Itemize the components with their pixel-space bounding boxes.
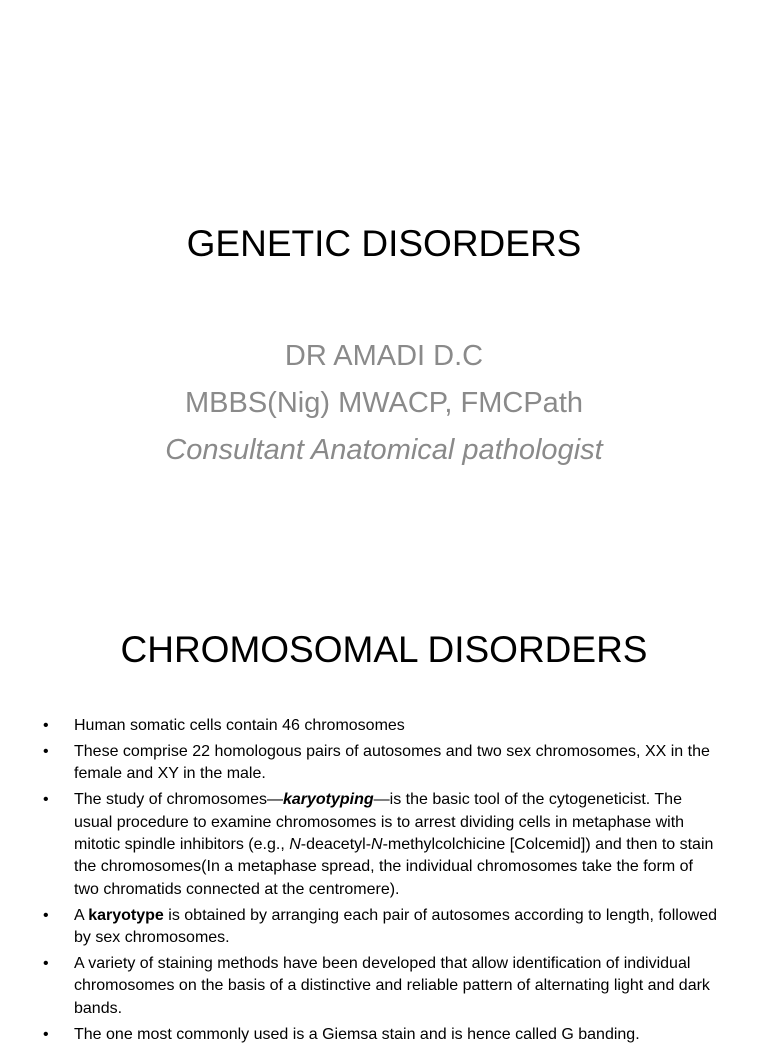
bullet-item: [0, 715, 768, 737]
strong-term: karyotype: [88, 906, 164, 924]
bullet-text: These comprise 22 homologous pairs of autosomes and two sex chromosomes, XX in the female and XY in the male.: [74, 742, 710, 783]
bullet-item: [0, 905, 768, 950]
bullet-list: [0, 715, 768, 1050]
bullet-icon: •: [43, 955, 49, 973]
bullet-item: [0, 741, 768, 786]
emphasis-term: karyotyping: [282, 791, 374, 809]
author-role: Consultant Anatomical pathologist: [165, 434, 603, 466]
content-slide: [0, 576, 768, 1043]
bullet-icon: •: [43, 742, 49, 760]
bullet-text: A variety of staining methods have been developed that allow identification of individual chromosomes on the basis of a distinctive and reliable pattern of alternating light and dark bands.: [74, 955, 710, 1017]
bullet-text: Human somatic cells contain 46 chromosomes: [74, 717, 405, 734]
bullet-icon: •: [43, 717, 49, 734]
bullet-item: [0, 953, 768, 1020]
slide-subtitle: [0, 333, 768, 474]
bullet-text: The one most commonly used is a Giemsa stain and is hence called G banding.: [74, 1025, 640, 1043]
author-credentials: MBBS(Nig) MWACP, FMCPath: [185, 387, 583, 419]
bullet-icon: •: [43, 906, 49, 924]
slide-title: GENETIC DISORDERS: [186, 223, 582, 264]
bullet-icon: •: [43, 791, 49, 809]
author-name: DR AMADI D.C: [284, 340, 484, 372]
slide-title: CHROMOSOMAL DISORDERS: [120, 629, 648, 670]
bullet-text: The study of chromosomes—karyotyping—is the basic tool of the cytogeneticist. The usual procedure to examine chromosomes is to arrest dividing cells in metaphase with mitotic spindle inhibitors (e.g., N-deacetyl-N-methylcolchicine [Colcemid]) and then to stain the chromosomes(In a metaphase spread, the individual chromosomes take the form of two chromatids connected at the centromere).: [74, 791, 714, 898]
bullet-item: [0, 1024, 768, 1046]
bullet-icon: •: [43, 1025, 49, 1043]
bullet-text: A karyotype is obtained by arranging each pair of autosomes according to length, followed by sex chromosomes.: [74, 906, 718, 947]
bullet-item: [0, 789, 768, 901]
